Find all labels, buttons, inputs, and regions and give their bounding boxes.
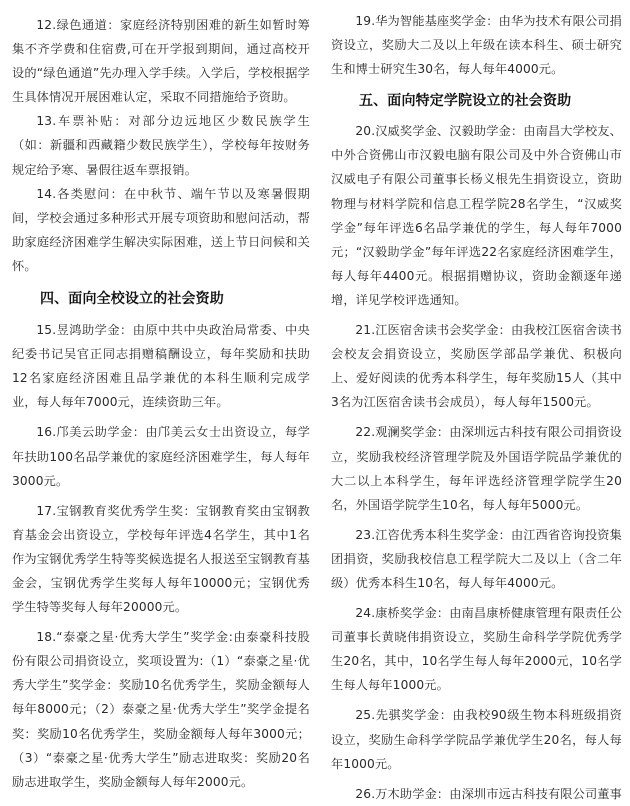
item-17-baosteel-award: 17.宝钢教育奖优秀学生奖：宝钢教育奖由宝钢教育基金会出资设立，学校每年评选4名学生，其中1名作为宝钢优秀学生特等奖候选提名人报送至宝钢教育基金会，宝钢优秀学生奖每人每年10000元；宝钢优秀学生特等奖每人每年20000元。 (12, 503, 310, 615)
item-16-kuang-grant: 16.邝美云助学金：由邝美云女士出资设立，每学年扶助100名品学兼优的家庭经济困难学生，每人每年3000元。 (12, 425, 310, 488)
item-19-huawei-scholarship: 19.华为智能基座奖学金：由华为技术有限公司捐资设立，奖励大二及以上年级在读本科生、硕士研究生和博士研究生30名，每人每年4000元。 (331, 14, 622, 77)
item-21-jiangyi-scholarship: 21.江医宿舍读书会奖学金：由我校江医宿舍读书会校友会捐资设立，奖励医学部品学兼优、积极向上、爱好阅读的优秀本科学生，每年奖励15人（其中3名为江医宿舍读书会成员），每人每年1500元。 (331, 323, 622, 410)
item-24-kangqiao-scholarship: 24.康桥奖学金：由南昌康桥健康管理有限责任公司董事长黄晓伟捐资设立，奖励生命科学学院优秀学生20名，其中，10名学生每人每年2000元，10名学生每人每年1000元。 (331, 606, 622, 693)
item-25-xianqi-scholarship: 25.先骐奖学金：由我校90级生物本科班级捐资设立，奖励生命科学学院品学兼优学生20名，每人每年1000元。 (331, 708, 622, 771)
section-heading-4: 四、面向全校设立的社会资助 (40, 291, 224, 308)
item-13-ticket-subsidy: 13.车票补贴：对部分边远地区少数民族学生（如：新疆和西藏籍少数民族学生），学校每年按财务规定给予寒、暑假往返车票报销。 (12, 114, 310, 177)
item-22-guanlan-scholarship: 22.观澜奖学金：由深圳远古科技有限公司捐资设立，奖励我校经济管理学院及外国语学院品学兼优的大二以上本科学生，每年评选经济管理学院学生20名，外国语学院学生10名，每人每年5000元。 (331, 425, 622, 512)
section-heading-5: 五、面向特定学院设立的社会资助 (359, 93, 572, 110)
item-23-jiangzi-scholarship: 23.江咨优秀本科生奖学金：由江西省咨询投资集团捐资，奖励我校信息工程学院大二及以上（含二年级）优秀本科生10名，每人每年4000元。 (331, 527, 622, 590)
item-14-condolence: 14.各类慰问：在中秋节、端午节以及寒暑假期间，学校会通过多种形式开展专项资助和慰问活动，帮助家庭经济困难学生解决实际困难，送上节日问候和关怀。 (12, 186, 310, 273)
item-15-yuhong-grant: 15.昱鸿助学金：由原中共中央政治局常委、中央纪委书记吴官正同志捐赠稿酬设立，每年奖励和扶助12名家庭经济困难且品学兼优的本科生顺利完成学业，每人每年7000元，连续资助三年。 (12, 323, 310, 410)
item-18-taihao-scholarship: 18.“泰豪之星·优秀大学生”奖学金:由泰豪科技股份有限公司捐资设立，奖项设置为:（1）“泰豪之星·优秀大学生”奖学金：奖励10名优秀学生，奖励金额每人每年8000元；（2）泰豪之星·优秀大学生”奖学金提名奖：奖励10名优秀学生，奖励金额每人每年3000元；（3）“泰豪之星·优秀大学生”励志进取奖：奖励20名励志进取学生，奖励金额每人每年2000元。 (12, 630, 310, 789)
item-12-green-channel: 12.绿色通道：家庭经济特别困难的新生如暂时筹集不齐学费和住宿费,可在开学报到期间，通过高校开设的“绿色通道”先办理入学手续。入学后，学校根据学生具体情况开展困难认定，采取不同措施给予资助。 (12, 18, 310, 105)
item-20-hanwei-scholarship: 20.汉威奖学金、汉毅助学金：由南昌大学校友、中外合资佛山市汉毅电脑有限公司及中外合资佛山市汉威电子有限公司董事长杨义根先生捐资设立，资助物理与材料学院和信息工程学院28名学生，“汉威奖学金”每年评选6名品学兼优的学生，每人每年7000元；“汉毅助学金”每年评选22名家庭经济困难学生，每人每年4400元。根据捐赠协议，资助金额逐年递增，详见学校评选通知。 (331, 124, 622, 307)
right-column (331, 0, 622, 806)
item-26-wanmu-grant: 26.万木助学金：由深圳市远古科技有限公司董事 (355, 786, 622, 801)
left-column (12, 0, 310, 794)
